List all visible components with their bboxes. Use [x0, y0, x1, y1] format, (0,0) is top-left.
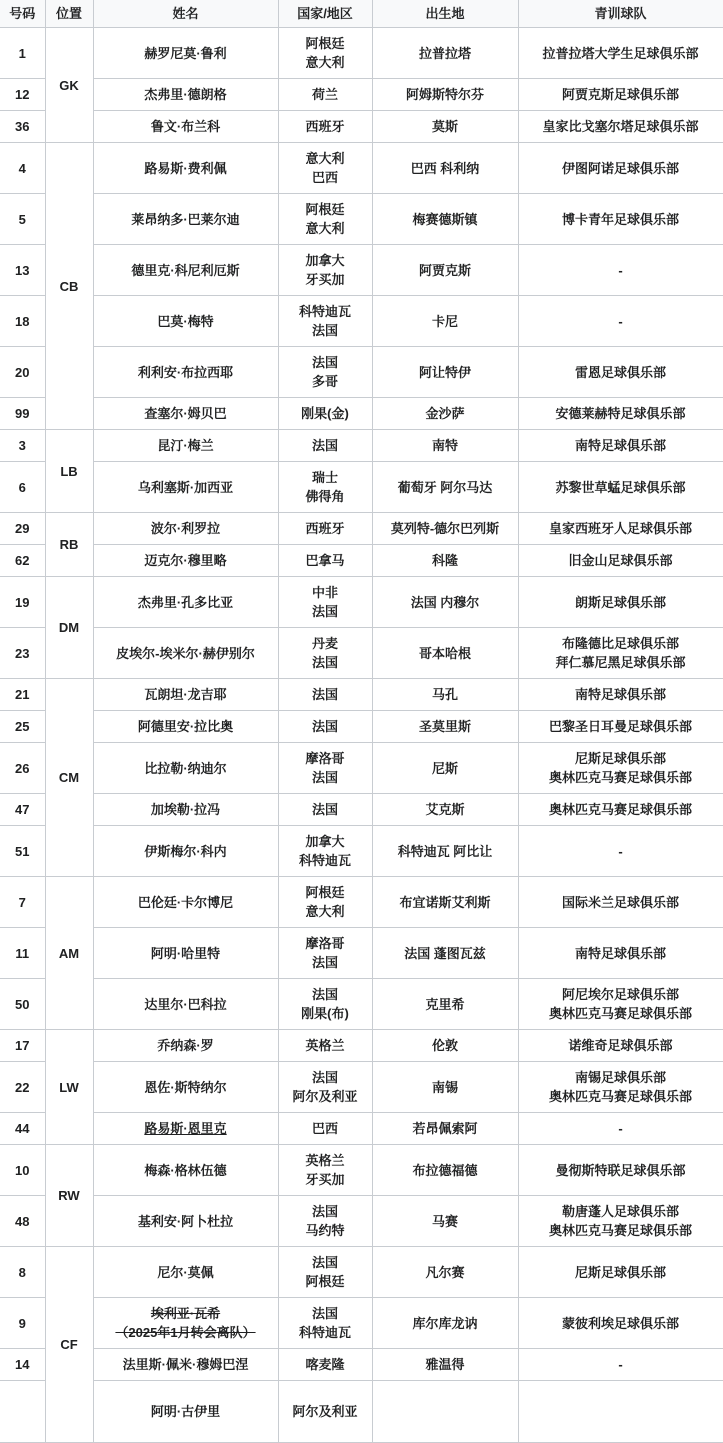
name-cell: 波尔·利罗拉 [93, 513, 278, 545]
birthplace-cell: 莫列特-德尔巴列斯 [372, 513, 518, 545]
player-row [0, 577, 723, 628]
number-cell: 62 [0, 545, 45, 577]
country-cell [278, 928, 372, 979]
country-cell [278, 628, 372, 679]
player-row [0, 28, 723, 79]
player-row [0, 143, 723, 194]
birthplace-cell: 若昂佩索阿 [372, 1113, 518, 1145]
birthplace-cell: 阿姆斯特尔芬 [372, 79, 518, 111]
country-cell [278, 1062, 372, 1113]
name-cell: 伊斯梅尔·科内 [93, 826, 278, 877]
player-row [0, 1349, 723, 1381]
country-cell [278, 143, 372, 194]
player-row [0, 430, 723, 462]
country-cell: 英格兰 [278, 1030, 372, 1062]
youth-club-line: 奥林匹克马赛足球俱乐部 [548, 1089, 692, 1104]
position-cell: AM [45, 877, 93, 1030]
player-row [0, 711, 723, 743]
name-cell: 法里斯·佩米·穆姆巴涅 [93, 1349, 278, 1381]
player-row [0, 245, 723, 296]
position-cell: RB [45, 513, 93, 577]
number-cell: 9 [0, 1298, 45, 1349]
youth-club-cell: 曼彻斯特联足球俱乐部 [518, 1145, 723, 1196]
country-cell [278, 979, 372, 1030]
name-cell: 赫罗尼莫·鲁利 [93, 28, 278, 79]
country-cell [278, 743, 372, 794]
country-cell: 巴西 [278, 1113, 372, 1145]
name-cell: 路易斯·费利佩 [93, 143, 278, 194]
country-line: 法国 [311, 1070, 338, 1085]
birthplace-cell: 法国 蓬图瓦兹 [372, 928, 518, 979]
position-cell: RW [45, 1145, 93, 1247]
number-cell: 25 [0, 711, 45, 743]
country-cell: 喀麦隆 [278, 1349, 372, 1381]
youth-club-cell: 阿贾克斯足球俱乐部 [518, 79, 723, 111]
birthplace-cell: 葡萄牙 阿尔马达 [372, 462, 518, 513]
country-cell [278, 826, 372, 877]
player-row [0, 1145, 723, 1196]
number-cell: 19 [0, 577, 45, 628]
name-cell: 基利安·阿卜杜拉 [93, 1196, 278, 1247]
country-line: 中非 [311, 585, 338, 600]
country-line: 摩洛哥 [305, 936, 345, 951]
name-cell: 迈克尔·穆里略 [93, 545, 278, 577]
player-row [0, 1062, 723, 1113]
player-row [0, 628, 723, 679]
youth-club-cell: 南特足球俱乐部 [518, 679, 723, 711]
youth-club-cell: 南特足球俱乐部 [518, 928, 723, 979]
country-line: 法国 [311, 323, 338, 338]
player-row [0, 296, 723, 347]
youth-club-cell: 苏黎世草蜢足球俱乐部 [518, 462, 723, 513]
birthplace-cell: 库尔库龙讷 [372, 1298, 518, 1349]
player-row [0, 1298, 723, 1349]
position-cell: DM [45, 577, 93, 679]
youth-club-cell: 巴黎圣日耳曼足球俱乐部 [518, 711, 723, 743]
youth-club-line: 尼斯足球俱乐部 [574, 751, 666, 766]
country-line: 法国 [311, 770, 338, 785]
youth-club-cell: 南特足球俱乐部 [518, 430, 723, 462]
name-cell: 昆汀·梅兰 [93, 430, 278, 462]
birthplace-cell: 圣莫里斯 [372, 711, 518, 743]
country-cell [278, 296, 372, 347]
number-cell: 10 [0, 1145, 45, 1196]
youth-club-line: 奥林匹克马赛足球俱乐部 [548, 1006, 692, 1021]
birthplace-cell: 克里希 [372, 979, 518, 1030]
country-line: 丹麦 [311, 636, 338, 651]
country-cell: 荷兰 [278, 79, 372, 111]
player-row [0, 79, 723, 111]
country-line: 法国 [311, 987, 338, 1002]
country-cell [278, 1196, 372, 1247]
header-position: 位置 [45, 0, 93, 28]
country-line: 瑞士 [311, 470, 338, 485]
country-cell: 法国 [278, 711, 372, 743]
name-cell [93, 1298, 278, 1349]
country-line: 意大利 [305, 221, 345, 236]
country-cell [278, 347, 372, 398]
birthplace-cell: 马赛 [372, 1196, 518, 1247]
player-row [0, 928, 723, 979]
youth-club-cell: - [518, 245, 723, 296]
country-line: 阿根廷 [305, 1274, 345, 1289]
country-line: 阿根廷 [305, 36, 345, 51]
country-line: 巴西 [311, 170, 338, 185]
name-cell: 比拉勒·纳迪尔 [93, 743, 278, 794]
birthplace-cell: 巴西 科利纳 [372, 143, 518, 194]
number-cell: 8 [0, 1247, 45, 1298]
country-cell [278, 877, 372, 928]
country-cell: 法国 [278, 430, 372, 462]
youth-club-cell [518, 1062, 723, 1113]
youth-club-cell [518, 1196, 723, 1247]
youth-club-cell: 旧金山足球俱乐部 [518, 545, 723, 577]
country-line: 加拿大 [305, 253, 345, 268]
youth-club-cell: - [518, 1349, 723, 1381]
player-row [0, 347, 723, 398]
number-cell [0, 1381, 45, 1443]
number-cell: 21 [0, 679, 45, 711]
country-line: 牙买加 [305, 1172, 345, 1187]
name-cell: 乌利塞斯·加西亚 [93, 462, 278, 513]
name-cell: 梅森·格林伍德 [93, 1145, 278, 1196]
country-line: 科特迪瓦 [298, 304, 351, 319]
birthplace-cell: 艾克斯 [372, 794, 518, 826]
name-cell: 查塞尔·姆贝巴 [93, 398, 278, 430]
country-line: 法国 [311, 1204, 338, 1219]
name-cell: 杰弗里·孔多比亚 [93, 577, 278, 628]
name-cell: 利利安·布拉西耶 [93, 347, 278, 398]
country-cell [278, 462, 372, 513]
player-row [0, 1113, 723, 1145]
name-cell: 达里尔·巴科拉 [93, 979, 278, 1030]
country-cell: 西班牙 [278, 111, 372, 143]
birthplace-cell: 阿让特伊 [372, 347, 518, 398]
player-row [0, 462, 723, 513]
youth-club-line: 奥林匹克马赛足球俱乐部 [548, 1223, 692, 1238]
country-cell [278, 1381, 372, 1443]
number-cell: 44 [0, 1113, 45, 1145]
birthplace-cell [372, 1381, 518, 1443]
country-cell: 西班牙 [278, 513, 372, 545]
youth-club-cell: 伊图阿诺足球俱乐部 [518, 143, 723, 194]
player-row [0, 1247, 723, 1298]
name-cell: 莱昂纳多·巴莱尔迪 [93, 194, 278, 245]
youth-club-cell [518, 1381, 723, 1443]
birthplace-cell: 南锡 [372, 1062, 518, 1113]
country-cell [278, 1145, 372, 1196]
birthplace-cell: 凡尔赛 [372, 1247, 518, 1298]
country-line: 牙买加 [305, 272, 345, 287]
birthplace-cell: 南特 [372, 430, 518, 462]
player-row [0, 1196, 723, 1247]
country-line: 阿尔及利亚 [292, 1089, 358, 1104]
number-cell: 4 [0, 143, 45, 194]
name-cell: 鲁文·布兰科 [93, 111, 278, 143]
number-cell: 26 [0, 743, 45, 794]
number-cell: 14 [0, 1349, 45, 1381]
player-row [0, 1030, 723, 1062]
player-row [0, 794, 723, 826]
youth-club-cell [518, 743, 723, 794]
player-row [0, 826, 723, 877]
number-cell: 48 [0, 1196, 45, 1247]
player-name-struck: 埃利亚·瓦希 [150, 1306, 221, 1321]
number-cell: 23 [0, 628, 45, 679]
youth-club-cell: 诺维奇足球俱乐部 [518, 1030, 723, 1062]
position-cell: CB [45, 143, 93, 430]
player-row [0, 545, 723, 577]
youth-club-cell: 朗斯足球俱乐部 [518, 577, 723, 628]
birthplace-cell: 法国 内穆尔 [372, 577, 518, 628]
number-cell: 5 [0, 194, 45, 245]
country-line: 佛得角 [305, 489, 345, 504]
name-cell: 加埃勒·拉冯 [93, 794, 278, 826]
birthplace-cell: 伦敦 [372, 1030, 518, 1062]
country-line: 科特迪瓦 [298, 853, 351, 868]
country-line: 加拿大 [305, 834, 345, 849]
country-cell [278, 245, 372, 296]
country-line: 科特迪瓦 [298, 1325, 351, 1340]
birthplace-cell: 哥本哈根 [372, 628, 518, 679]
header-youth-club: 青训球队 [518, 0, 723, 28]
youth-club-cell: 雷恩足球俱乐部 [518, 347, 723, 398]
birthplace-cell: 科隆 [372, 545, 518, 577]
birthplace-cell: 雅温得 [372, 1349, 518, 1381]
youth-club-line: 阿尼埃尔足球俱乐部 [561, 987, 679, 1002]
birthplace-cell: 金沙萨 [372, 398, 518, 430]
number-cell: 51 [0, 826, 45, 877]
youth-club-cell: 蒙彼利埃足球俱乐部 [518, 1298, 723, 1349]
youth-club-line: 拜仁慕尼黑足球俱乐部 [555, 655, 686, 670]
country-line: 阿尔及利亚 [292, 1404, 358, 1419]
youth-club-cell: 安德莱赫特足球俱乐部 [518, 398, 723, 430]
country-line: 阿根廷 [305, 202, 345, 217]
player-row [0, 877, 723, 928]
youth-club-line: 勒唐蓬人足球俱乐部 [561, 1204, 679, 1219]
country-line: 法国 [311, 604, 338, 619]
birthplace-cell: 梅赛德斯镇 [372, 194, 518, 245]
number-cell: 47 [0, 794, 45, 826]
country-line: 马约特 [305, 1223, 345, 1238]
country-line: 英格兰 [305, 1153, 345, 1168]
number-cell: 13 [0, 245, 45, 296]
position-cell: LB [45, 430, 93, 513]
country-line: 意大利 [305, 55, 345, 70]
country-cell: 法国 [278, 794, 372, 826]
player-name-link[interactable]: 路易斯·恩里克 [144, 1121, 227, 1136]
birthplace-cell: 拉普拉塔 [372, 28, 518, 79]
number-cell: 1 [0, 28, 45, 79]
youth-club-cell: 奥林匹克马赛足球俱乐部 [518, 794, 723, 826]
youth-club-line: 布隆德比足球俱乐部 [561, 636, 679, 651]
country-line: 法国 [311, 355, 338, 370]
player-row [0, 979, 723, 1030]
transfer-note-struck: （2025年1月转会离队） [115, 1325, 256, 1340]
birthplace-cell: 莫斯 [372, 111, 518, 143]
player-row [0, 398, 723, 430]
birthplace-cell: 马孔 [372, 679, 518, 711]
birthplace-cell: 卡尼 [372, 296, 518, 347]
number-cell: 29 [0, 513, 45, 545]
country-line: 法国 [311, 1306, 338, 1321]
name-cell: 阿明·古伊里 [93, 1381, 278, 1443]
youth-club-cell: - [518, 296, 723, 347]
number-cell: 3 [0, 430, 45, 462]
number-cell: 12 [0, 79, 45, 111]
player-row [0, 513, 723, 545]
name-cell [93, 1113, 278, 1145]
player-row [0, 679, 723, 711]
header-number: 号码 [0, 0, 45, 28]
name-cell: 皮埃尔-埃米尔·赫伊别尔 [93, 628, 278, 679]
header-country: 国家/地区 [278, 0, 372, 28]
country-cell [278, 1298, 372, 1349]
youth-club-cell: - [518, 826, 723, 877]
country-cell: 法国 [278, 679, 372, 711]
name-cell: 乔纳森·罗 [93, 1030, 278, 1062]
birthplace-cell: 科特迪瓦 阿比让 [372, 826, 518, 877]
youth-club-cell: 皇家比戈塞尔塔足球俱乐部 [518, 111, 723, 143]
youth-club-cell: 皇家西班牙人足球俱乐部 [518, 513, 723, 545]
name-cell: 尼尔·莫佩 [93, 1247, 278, 1298]
name-cell: 恩佐·斯特纳尔 [93, 1062, 278, 1113]
number-cell: 17 [0, 1030, 45, 1062]
number-cell: 11 [0, 928, 45, 979]
name-cell: 阿德里安·拉比奥 [93, 711, 278, 743]
youth-club-cell: 博卡青年足球俱乐部 [518, 194, 723, 245]
birthplace-cell: 布拉德福德 [372, 1145, 518, 1196]
player-row [0, 743, 723, 794]
position-cell: LW [45, 1030, 93, 1145]
country-cell [278, 1247, 372, 1298]
header-row [0, 0, 723, 28]
number-cell: 7 [0, 877, 45, 928]
youth-club-line: 奥林匹克马赛足球俱乐部 [548, 770, 692, 785]
header-name: 姓名 [93, 0, 278, 28]
birthplace-cell: 尼斯 [372, 743, 518, 794]
name-cell: 阿明·哈里特 [93, 928, 278, 979]
country-cell: 巴拿马 [278, 545, 372, 577]
number-cell: 99 [0, 398, 45, 430]
name-cell: 巴莫·梅特 [93, 296, 278, 347]
country-line: 刚果(布) [301, 1006, 349, 1021]
number-cell: 18 [0, 296, 45, 347]
country-cell [278, 194, 372, 245]
youth-club-cell: 尼斯足球俱乐部 [518, 1247, 723, 1298]
player-row [0, 194, 723, 245]
country-line: 法国 [311, 655, 338, 670]
name-cell: 杰弗里·德朗格 [93, 79, 278, 111]
youth-club-cell: - [518, 1113, 723, 1145]
country-line: 法国 [311, 955, 338, 970]
country-line: 法国 [311, 1255, 338, 1270]
birthplace-cell: 阿贾克斯 [372, 245, 518, 296]
country-line: 意大利 [305, 151, 345, 166]
position-cell: CM [45, 679, 93, 877]
youth-club-cell: 国际米兰足球俱乐部 [518, 877, 723, 928]
name-cell: 瓦朗坦·龙吉耶 [93, 679, 278, 711]
birthplace-cell: 布宜诺斯艾利斯 [372, 877, 518, 928]
country-cell: 刚果(金) [278, 398, 372, 430]
youth-club-cell [518, 628, 723, 679]
number-cell: 22 [0, 1062, 45, 1113]
youth-club-cell [518, 979, 723, 1030]
number-cell: 36 [0, 111, 45, 143]
player-row [0, 111, 723, 143]
country-line: 摩洛哥 [305, 751, 345, 766]
number-cell: 20 [0, 347, 45, 398]
country-cell [278, 28, 372, 79]
youth-club-line: 南锡足球俱乐部 [574, 1070, 666, 1085]
country-cell [278, 577, 372, 628]
header-birthplace: 出生地 [372, 0, 518, 28]
country-line: 多哥 [311, 374, 338, 389]
youth-club-cell: 拉普拉塔大学生足球俱乐部 [518, 28, 723, 79]
country-line: 意大利 [305, 904, 345, 919]
country-line: 阿根廷 [305, 885, 345, 900]
position-cell: CF [45, 1247, 93, 1443]
name-cell: 德里克·科尼利厄斯 [93, 245, 278, 296]
name-cell: 巴伦廷·卡尔博尼 [93, 877, 278, 928]
number-cell: 6 [0, 462, 45, 513]
player-row [0, 1381, 723, 1443]
number-cell: 50 [0, 979, 45, 1030]
position-cell: GK [45, 28, 93, 143]
